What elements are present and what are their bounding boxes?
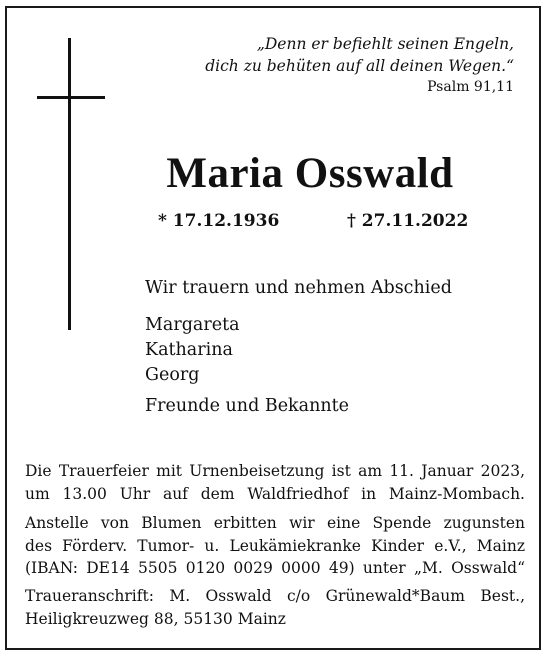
quote-line-1: „Denn er befiehlt seinen Engeln, xyxy=(256,35,514,53)
ceremony-line-2: um 13.00 Uhr auf dem Waldfriedhof in Mainz-Mombach. xyxy=(25,484,525,503)
quote-line-2: dich zu behüten auf all deinen Wegen.“ xyxy=(205,57,514,75)
address-line-1: Traueranschrift: M. Osswald c/o Grünewald*Baum Best., xyxy=(25,587,525,605)
quote-source: Psalm 91,11 xyxy=(427,79,514,95)
cross-horizontal-bar xyxy=(37,96,105,99)
address-line-2: Heiligkreuzweg 88, 55130 Mainz xyxy=(25,609,286,628)
donation-notice xyxy=(25,512,525,580)
friends-line: Freunde und Bekannte xyxy=(145,396,350,416)
ceremony-notice xyxy=(25,460,525,505)
mourning-address xyxy=(25,585,525,630)
family-list xyxy=(145,313,240,388)
family-member: Katharina xyxy=(145,340,233,360)
family-member: Margareta xyxy=(145,315,240,335)
donation-line-1: Anstelle von Blumen erbitten wir eine Spende zugunsten xyxy=(25,514,525,532)
donation-line-3: (IBAN: DE14 5505 0120 0029 0000 49) unter „M. Osswald“ xyxy=(25,559,525,577)
mourning-statement: Wir trauern und nehmen Abschied xyxy=(145,278,452,298)
ceremony-line-1: Die Trauerfeier mit Urnenbeisetzung ist am 11. Januar 2023, xyxy=(25,462,525,480)
donation-line-2: des Förderv. Tumor- u. Leukämiekranke Kinder e.V., Mainz xyxy=(25,536,525,555)
deceased-name: Maria Osswald xyxy=(166,150,454,197)
bible-quote xyxy=(205,33,514,97)
family-member: Georg xyxy=(145,365,200,385)
birth-date: * 17.12.1936 xyxy=(158,211,280,231)
death-date: † 27.11.2022 xyxy=(347,211,469,231)
